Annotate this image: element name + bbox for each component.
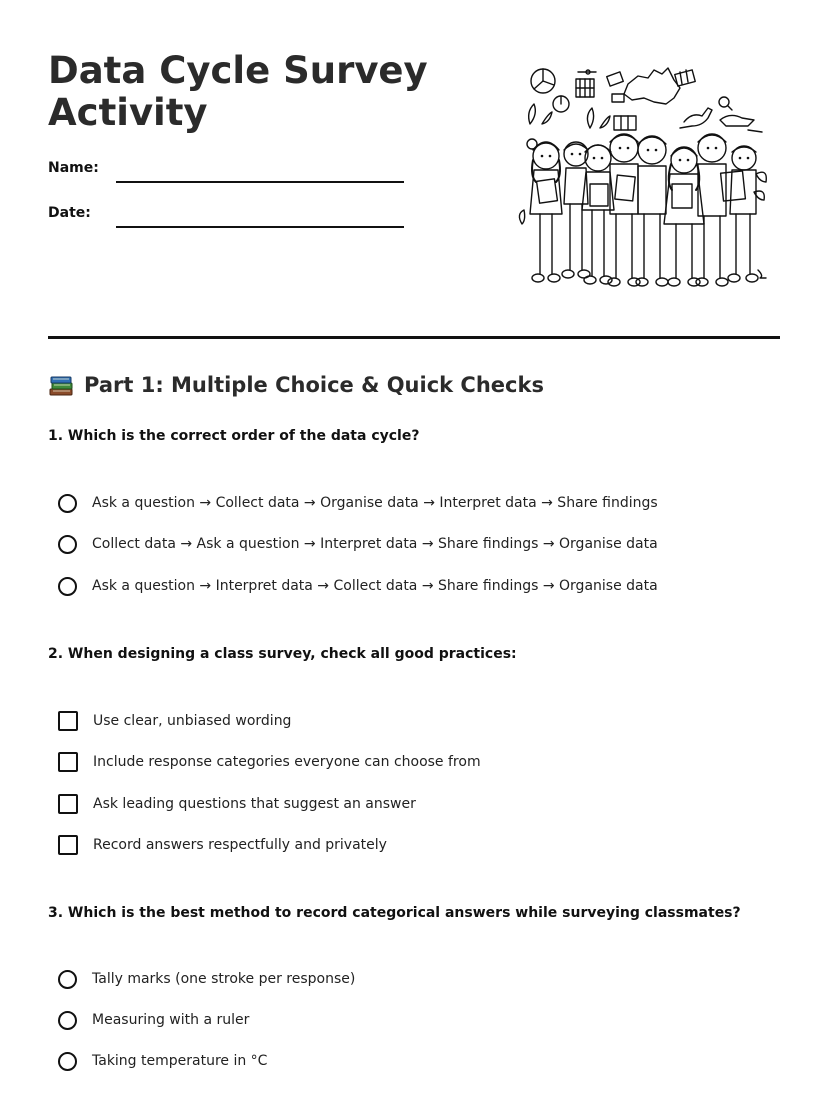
radio-button[interactable]: [58, 535, 77, 554]
q2-option-3[interactable]: [58, 791, 416, 817]
radio-button[interactable]: [58, 577, 77, 596]
kangaroo-icon: [680, 108, 712, 128]
q3-option-1[interactable]: [58, 966, 355, 992]
section-divider: [48, 336, 780, 339]
q2-option-1-label: Use clear, unbiased wording: [93, 713, 292, 729]
q2-option-4-label: Record answers respectfully and privately: [93, 837, 387, 853]
radio-button[interactable]: [58, 970, 77, 989]
children-survey-illustration: [516, 64, 772, 294]
checkbox[interactable]: [58, 711, 78, 731]
radio-button[interactable]: [58, 1011, 77, 1030]
bar-chart-icon: [576, 79, 594, 97]
q1-option-2-label: Collect data → Ask a question → Interpret data → Share findings → Organise data: [92, 536, 658, 552]
radio-button[interactable]: [58, 1052, 77, 1071]
part1-title: Part 1: Multiple Choice & Quick Checks: [84, 373, 544, 397]
books-icon: [48, 373, 74, 397]
q2-option-2[interactable]: [58, 749, 481, 775]
q3-option-1-label: Tally marks (one stroke per response): [92, 971, 356, 987]
name-field[interactable]: [116, 181, 404, 183]
q3-option-3-label: Taking temperature in °C: [92, 1053, 268, 1069]
checkbox[interactable]: [58, 835, 78, 855]
map-icon: [624, 68, 680, 104]
q1-option-3-label: Ask a question → Interpret data → Collect data → Share findings → Organise data: [92, 578, 658, 594]
checkbox[interactable]: [58, 752, 78, 772]
date-field[interactable]: [116, 226, 404, 228]
q3-option-3[interactable]: [58, 1048, 267, 1074]
question-3-text: 3. Which is the best method to record categorical answers while surveying classmates?: [48, 905, 741, 921]
q1-option-1[interactable]: [58, 490, 658, 516]
q3-option-2[interactable]: [58, 1007, 249, 1033]
q1-option-3[interactable]: [58, 573, 658, 599]
q2-option-2-label: Include response categories everyone can choose from: [93, 754, 481, 770]
worksheet-title: Data Cycle Survey Activity: [48, 49, 428, 134]
question-1-text: 1. Which is the correct order of the data cycle?: [48, 428, 420, 444]
date-label: Date:: [48, 205, 91, 221]
name-label: Name:: [48, 160, 99, 176]
q2-option-1[interactable]: [58, 708, 291, 734]
q3-option-2-label: Measuring with a ruler: [92, 1012, 250, 1028]
q1-option-1-label: Ask a question → Collect data → Organise data → Interpret data → Share findings: [92, 495, 658, 511]
q2-option-3-label: Ask leading questions that suggest an answer: [93, 796, 416, 812]
q1-option-2[interactable]: [58, 531, 658, 557]
question-2-text: 2. When designing a class survey, check all good practices:: [48, 646, 517, 662]
part1-header: [48, 373, 544, 397]
radio-button[interactable]: [58, 494, 77, 513]
pie-chart-icon: [531, 69, 555, 93]
q2-option-4[interactable]: [58, 832, 387, 858]
checkbox[interactable]: [58, 794, 78, 814]
